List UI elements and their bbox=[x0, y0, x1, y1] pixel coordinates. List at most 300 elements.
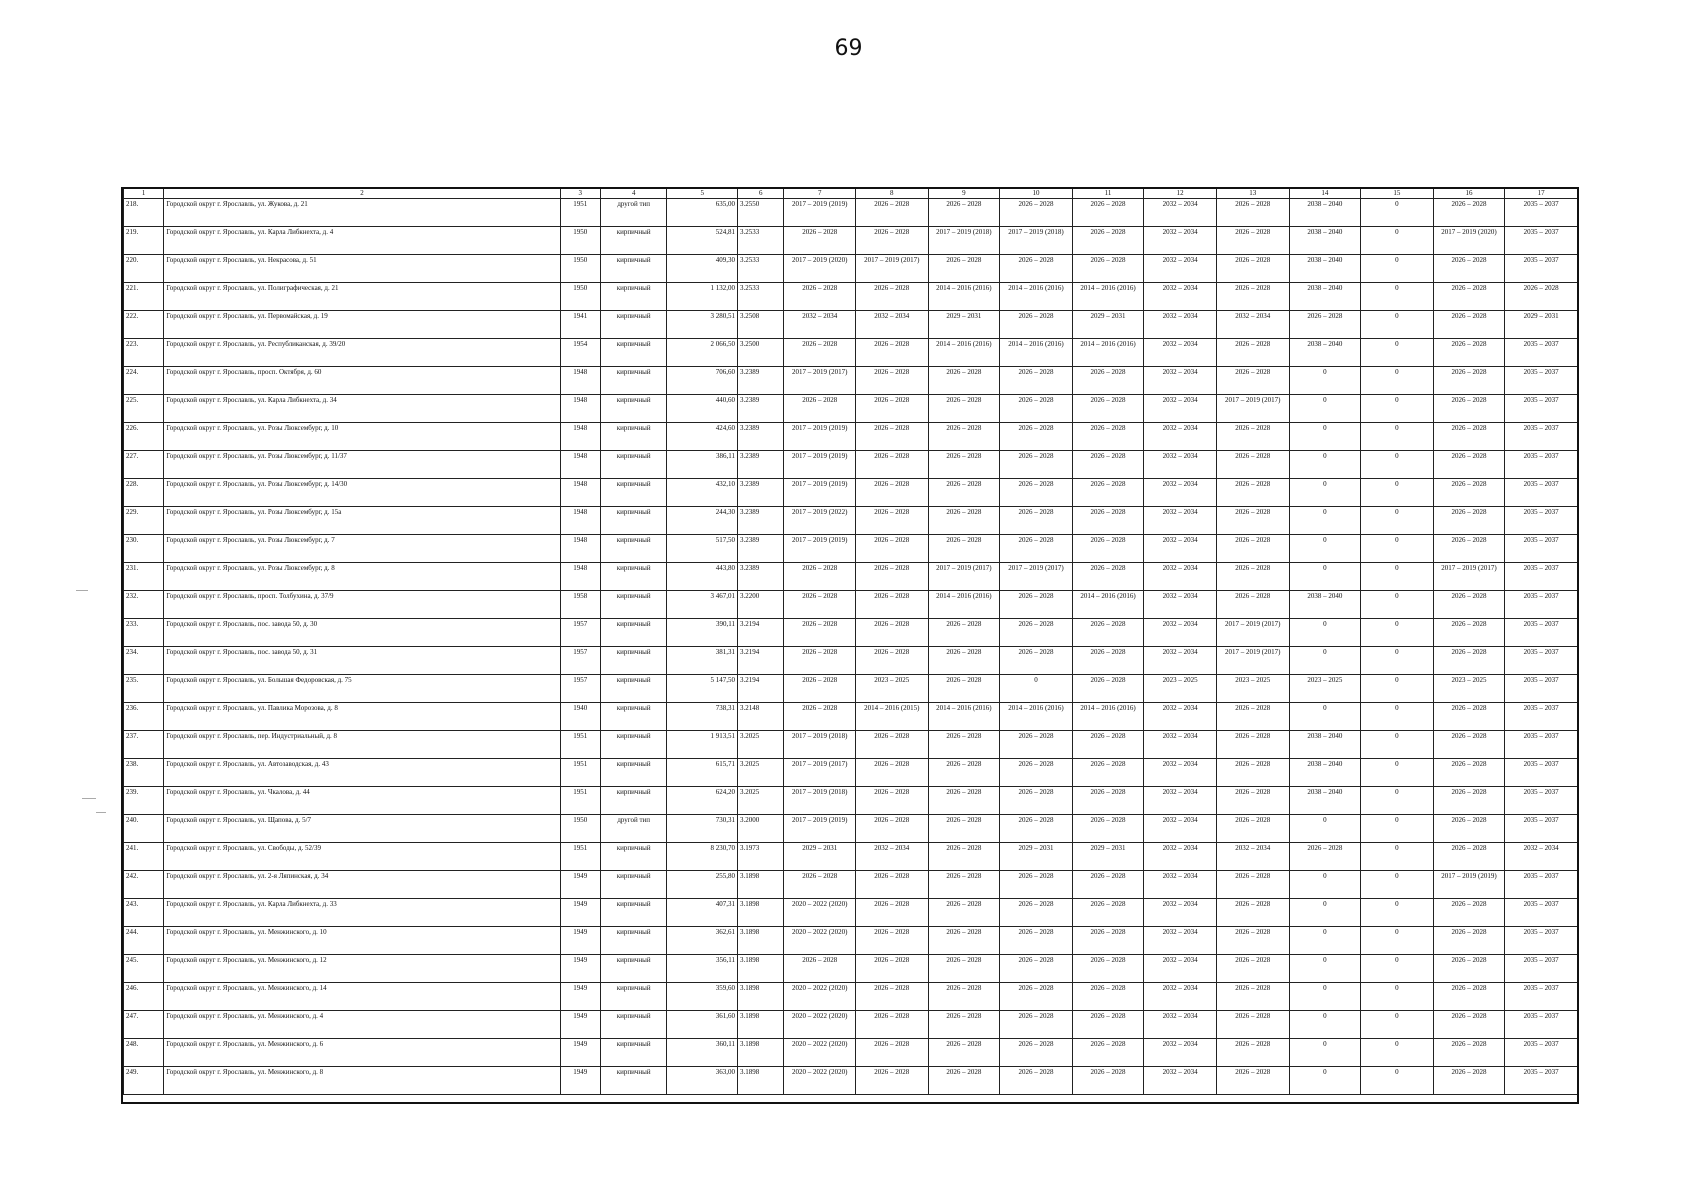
table-cell: 2032 – 2034 bbox=[856, 311, 929, 339]
table-cell: Городской округ г. Ярославль, ул. Первомайская, д. 19 bbox=[164, 311, 560, 339]
table-cell: 2026 – 2028 bbox=[1216, 535, 1289, 563]
table-cell: 2026 – 2028 bbox=[1000, 787, 1073, 815]
table-cell: 2029 – 2031 bbox=[1072, 311, 1144, 339]
table-cell: 0 bbox=[1361, 871, 1434, 899]
table-cell: 2026 – 2028 bbox=[1072, 1011, 1144, 1039]
table-cell: 2014 – 2016 (2016) bbox=[1072, 339, 1144, 367]
table-cell: 1950 bbox=[560, 815, 600, 843]
table-row bbox=[124, 255, 1578, 283]
table-cell: 440,60 bbox=[667, 395, 738, 423]
table-cell: 0 bbox=[1361, 199, 1434, 227]
table-cell: 1957 bbox=[560, 619, 600, 647]
table-cell: 2017 – 2019 (2017) bbox=[1000, 563, 1073, 591]
table-cell: 2026 – 2028 bbox=[1000, 395, 1073, 423]
table-cell: 2026 – 2028 bbox=[928, 395, 1000, 423]
table-cell: 2035 – 2037 bbox=[1505, 227, 1578, 255]
table-cell: 1948 bbox=[560, 423, 600, 451]
table-cell: 706,60 bbox=[667, 367, 738, 395]
table-cell: 2029 – 2031 bbox=[1072, 843, 1144, 871]
table-cell: 2026 – 2028 bbox=[784, 647, 856, 675]
table-cell: 2026 – 2028 bbox=[856, 899, 929, 927]
table-cell: 2026 – 2028 bbox=[1000, 759, 1073, 787]
table-cell: Городской округ г. Ярославль, ул. Розы Люксембург, д. 15а bbox=[164, 507, 560, 535]
table-cell: 2032 – 2034 bbox=[1144, 703, 1217, 731]
table-cell: 2017 – 2019 (2018) bbox=[784, 787, 856, 815]
table-cell: 2026 – 2028 bbox=[856, 759, 929, 787]
table-cell: 2026 – 2028 bbox=[1000, 507, 1073, 535]
table-cell: 2026 – 2028 bbox=[856, 507, 929, 535]
table-cell: 2035 – 2037 bbox=[1505, 535, 1578, 563]
table-cell: Городской округ г. Ярославль, пос. завода 50, д. 31 bbox=[164, 647, 560, 675]
table-cell: 2035 – 2037 bbox=[1505, 619, 1578, 647]
table-cell: 2014 – 2016 (2016) bbox=[928, 339, 1000, 367]
table-cell: 2026 – 2028 bbox=[1433, 759, 1505, 787]
table-cell: 2032 – 2034 bbox=[1144, 619, 1217, 647]
table-cell: 3.2194 bbox=[738, 647, 784, 675]
table-cell: 243. bbox=[124, 899, 164, 927]
table-cell: 2026 – 2028 bbox=[928, 843, 1000, 871]
table-cell: 2026 – 2028 bbox=[1289, 843, 1361, 871]
table-cell: 2026 – 2028 bbox=[1000, 647, 1073, 675]
table-cell: 2026 – 2028 bbox=[928, 647, 1000, 675]
table-row bbox=[124, 423, 1578, 451]
table-cell: 2026 – 2028 bbox=[1433, 311, 1505, 339]
table-cell: Городской округ г. Ярославль, ул. Менжинского, д. 10 bbox=[164, 927, 560, 955]
table-cell: 2017 – 2019 (2017) bbox=[1216, 619, 1289, 647]
table-cell: 2026 – 2028 bbox=[1072, 507, 1144, 535]
table-cell: Городской округ г. Ярославль, ул. Менжинского, д. 12 bbox=[164, 955, 560, 983]
table-cell: 730,31 bbox=[667, 815, 738, 843]
table-cell: 2026 – 2028 bbox=[784, 283, 856, 311]
table-cell: 0 bbox=[1289, 619, 1361, 647]
table-cell: 2017 – 2019 (2019) bbox=[784, 199, 856, 227]
housing-schedule-table bbox=[123, 188, 1578, 1095]
table-cell: кирпичный bbox=[600, 703, 667, 731]
table-cell: 0 bbox=[1361, 731, 1434, 759]
table-cell: 2032 – 2034 bbox=[1144, 283, 1217, 311]
table-cell: 2026 – 2028 bbox=[1216, 227, 1289, 255]
table-cell: 2026 – 2028 bbox=[1000, 955, 1073, 983]
table-cell: 5 147,50 bbox=[667, 675, 738, 703]
table-cell: Городской округ г. Ярославль, ул. Розы Люксембург, д. 7 bbox=[164, 535, 560, 563]
table-cell: 1954 bbox=[560, 339, 600, 367]
table-cell: 615,71 bbox=[667, 759, 738, 787]
table-cell: 0 bbox=[1289, 1011, 1361, 1039]
table-cell: 2026 – 2028 bbox=[1072, 199, 1144, 227]
table-cell: 3.2500 bbox=[738, 339, 784, 367]
table-cell: 255,80 bbox=[667, 871, 738, 899]
table-cell: 2017 – 2019 (2020) bbox=[1433, 227, 1505, 255]
table-cell: 2026 – 2028 bbox=[1216, 199, 1289, 227]
table-cell: 2017 – 2019 (2017) bbox=[1216, 647, 1289, 675]
table-cell: 2035 – 2037 bbox=[1505, 479, 1578, 507]
table-cell: 2020 – 2022 (2020) bbox=[784, 983, 856, 1011]
table-cell: 2026 – 2028 bbox=[856, 451, 929, 479]
table-cell: Городской округ г. Ярославль, ул. Розы Люксембург, д. 8 bbox=[164, 563, 560, 591]
table-cell: 1949 bbox=[560, 983, 600, 1011]
table-cell: 3.1898 bbox=[738, 983, 784, 1011]
table-cell: Городской округ г. Ярославль, ул. Карла Либкнехта, д. 34 bbox=[164, 395, 560, 423]
table-cell: 3.1898 bbox=[738, 927, 784, 955]
table-cell: 0 bbox=[1361, 899, 1434, 927]
table-cell: кирпичный bbox=[600, 619, 667, 647]
table-cell: 386,11 bbox=[667, 451, 738, 479]
table-cell: 2026 – 2028 bbox=[784, 227, 856, 255]
table-cell: 2026 – 2028 bbox=[928, 255, 1000, 283]
table-cell: 0 bbox=[1361, 339, 1434, 367]
table-cell: Городской округ г. Ярославль, ул. Щапова, д. 5/7 bbox=[164, 815, 560, 843]
table-cell: 2026 – 2028 bbox=[928, 731, 1000, 759]
table-cell: 2017 – 2019 (2019) bbox=[784, 479, 856, 507]
table-cell: 2026 – 2028 bbox=[856, 619, 929, 647]
table-cell: Городской округ г. Ярославль, ул. Розы Люксембург, д. 10 bbox=[164, 423, 560, 451]
table-cell: 1949 bbox=[560, 1039, 600, 1067]
table-cell: 3.2025 bbox=[738, 731, 784, 759]
table-cell: кирпичный bbox=[600, 227, 667, 255]
table-cell: 2032 – 2034 bbox=[1144, 983, 1217, 1011]
table-cell: 8 230,70 bbox=[667, 843, 738, 871]
table-cell: 2035 – 2037 bbox=[1505, 647, 1578, 675]
table-cell: 3.2533 bbox=[738, 227, 784, 255]
table-cell: 2026 – 2028 bbox=[1216, 479, 1289, 507]
table-cell: кирпичный bbox=[600, 759, 667, 787]
table-cell: 2038 – 2040 bbox=[1289, 227, 1361, 255]
table-cell: Городской округ г. Ярославль, пер. Индустриальный, д. 8 bbox=[164, 731, 560, 759]
table-cell: 2026 – 2028 bbox=[928, 871, 1000, 899]
table-cell: 2026 – 2028 bbox=[1216, 1039, 1289, 1067]
table-cell: 2032 – 2034 bbox=[1216, 843, 1289, 871]
table-cell: Городской округ г. Ярославль, пос. завода 50, д. 30 bbox=[164, 619, 560, 647]
table-cell: 2017 – 2019 (2019) bbox=[784, 451, 856, 479]
table-cell: Городской округ г. Ярославль, ул. Розы Люксембург, д. 11/37 bbox=[164, 451, 560, 479]
table-cell: 233. bbox=[124, 619, 164, 647]
table-row bbox=[124, 843, 1578, 871]
table-cell: Городской округ г. Ярославль, ул. Республиканская, д. 39/20 bbox=[164, 339, 560, 367]
table-cell: 0 bbox=[1361, 787, 1434, 815]
table-cell: 2038 – 2040 bbox=[1289, 591, 1361, 619]
table-cell: 2017 – 2019 (2019) bbox=[784, 815, 856, 843]
table-cell: кирпичный bbox=[600, 255, 667, 283]
table-row bbox=[124, 507, 1578, 535]
table-cell: 2020 – 2022 (2020) bbox=[784, 1011, 856, 1039]
table-cell: 2026 – 2028 bbox=[1072, 619, 1144, 647]
table-cell: 2017 – 2019 (2022) bbox=[784, 507, 856, 535]
table-cell: 2032 – 2034 bbox=[1144, 255, 1217, 283]
table-cell: 2035 – 2037 bbox=[1505, 1011, 1578, 1039]
table-cell: 2035 – 2037 bbox=[1505, 899, 1578, 927]
table-cell: 2017 – 2019 (2017) bbox=[856, 255, 929, 283]
table-cell: 234. bbox=[124, 647, 164, 675]
table-cell: 3.2200 bbox=[738, 591, 784, 619]
table-cell: 2029 – 2031 bbox=[928, 311, 1000, 339]
table-cell: 2032 – 2034 bbox=[1144, 955, 1217, 983]
table-cell: 0 bbox=[1361, 479, 1434, 507]
table-cell: 2017 – 2019 (2019) bbox=[784, 423, 856, 451]
table-cell: 2026 – 2028 bbox=[1433, 339, 1505, 367]
table-cell: кирпичный bbox=[600, 1039, 667, 1067]
table-cell: 1949 bbox=[560, 927, 600, 955]
table-cell: 2035 – 2037 bbox=[1505, 787, 1578, 815]
table-cell: 2026 – 2028 bbox=[784, 339, 856, 367]
table-cell: 244. bbox=[124, 927, 164, 955]
table-cell: 0 bbox=[1289, 479, 1361, 507]
table-cell: 2035 – 2037 bbox=[1505, 395, 1578, 423]
table-cell: кирпичный bbox=[600, 871, 667, 899]
table-cell: 226. bbox=[124, 423, 164, 451]
table-cell: 361,60 bbox=[667, 1011, 738, 1039]
table-cell: 424,60 bbox=[667, 423, 738, 451]
table-cell: 2026 – 2028 bbox=[1505, 283, 1578, 311]
table-row bbox=[124, 647, 1578, 675]
table-cell: 2032 – 2034 bbox=[1144, 423, 1217, 451]
table-cell: 2032 – 2034 bbox=[1144, 1011, 1217, 1039]
table-cell: 2032 – 2034 bbox=[1144, 591, 1217, 619]
table-cell: 2026 – 2028 bbox=[1072, 423, 1144, 451]
table-cell: 2017 – 2019 (2018) bbox=[1000, 227, 1073, 255]
table-cell: 2026 – 2028 bbox=[1433, 423, 1505, 451]
table-cell: 2029 – 2031 bbox=[1000, 843, 1073, 871]
table-cell: 0 bbox=[1361, 1011, 1434, 1039]
table-cell: 2035 – 2037 bbox=[1505, 199, 1578, 227]
table-cell: 2026 – 2028 bbox=[1433, 927, 1505, 955]
table-cell: 221. bbox=[124, 283, 164, 311]
table-cell: 2032 – 2034 bbox=[1144, 479, 1217, 507]
table-cell: 2026 – 2028 bbox=[1216, 283, 1289, 311]
table-cell: 2026 – 2028 bbox=[1433, 255, 1505, 283]
table-cell: 2026 – 2028 bbox=[928, 675, 1000, 703]
table-cell: 2026 – 2028 bbox=[928, 451, 1000, 479]
table-cell: 2029 – 2031 bbox=[784, 843, 856, 871]
table-cell: 0 bbox=[1361, 563, 1434, 591]
column-number-header-row bbox=[124, 189, 1578, 199]
table-cell: 2026 – 2028 bbox=[1433, 451, 1505, 479]
column-header: 2 bbox=[164, 189, 560, 199]
table-cell: 2026 – 2028 bbox=[856, 927, 929, 955]
table-cell: 2026 – 2028 bbox=[784, 395, 856, 423]
table-cell: 2026 – 2028 bbox=[1072, 227, 1144, 255]
table-cell: 2026 – 2028 bbox=[1216, 983, 1289, 1011]
table-cell: 0 bbox=[1361, 843, 1434, 871]
scan-mark bbox=[76, 590, 88, 591]
table-cell: 2026 – 2028 bbox=[1072, 535, 1144, 563]
table-cell: 2038 – 2040 bbox=[1289, 255, 1361, 283]
table-cell: 2035 – 2037 bbox=[1505, 759, 1578, 787]
table-cell: 2026 – 2028 bbox=[856, 423, 929, 451]
table-cell: 2032 – 2034 bbox=[1144, 1039, 1217, 1067]
table-cell: 3.1898 bbox=[738, 871, 784, 899]
table-cell: кирпичный bbox=[600, 591, 667, 619]
table-cell: Городской округ г. Ярославль, ул. Жукова, д. 21 bbox=[164, 199, 560, 227]
table-cell: 2017 – 2019 (2019) bbox=[1433, 871, 1505, 899]
table-cell: 2026 – 2028 bbox=[1000, 311, 1073, 339]
table-cell: 2032 – 2034 bbox=[1144, 227, 1217, 255]
table-cell: 2032 – 2034 bbox=[856, 843, 929, 871]
table-cell: 2026 – 2028 bbox=[928, 619, 1000, 647]
table-row bbox=[124, 535, 1578, 563]
table-cell: 2020 – 2022 (2020) bbox=[784, 1067, 856, 1095]
table-cell: 0 bbox=[1289, 983, 1361, 1011]
table-cell: 2026 – 2028 bbox=[1216, 787, 1289, 815]
table-cell: кирпичный bbox=[600, 927, 667, 955]
table-cell: 2014 – 2016 (2016) bbox=[928, 591, 1000, 619]
table-cell: 2029 – 2031 bbox=[1505, 311, 1578, 339]
table-cell: 219. bbox=[124, 227, 164, 255]
table-cell: кирпичный bbox=[600, 395, 667, 423]
table-cell: 2026 – 2028 bbox=[784, 619, 856, 647]
table-cell: 1949 bbox=[560, 1011, 600, 1039]
table-cell: 2026 – 2028 bbox=[1433, 535, 1505, 563]
table-cell: 3.2194 bbox=[738, 619, 784, 647]
table-cell: 1949 bbox=[560, 871, 600, 899]
table-cell: 0 bbox=[1361, 675, 1434, 703]
table-cell: 1958 bbox=[560, 591, 600, 619]
column-header: 7 bbox=[784, 189, 856, 199]
table-row bbox=[124, 815, 1578, 843]
table-cell: 2014 – 2016 (2016) bbox=[1000, 703, 1073, 731]
table-cell: 390,11 bbox=[667, 619, 738, 647]
table-cell: 2 066,50 bbox=[667, 339, 738, 367]
table-cell: 236. bbox=[124, 703, 164, 731]
table-cell: 2026 – 2028 bbox=[1072, 367, 1144, 395]
table-cell: 2026 – 2028 bbox=[1072, 395, 1144, 423]
table-cell: 1948 bbox=[560, 367, 600, 395]
table-cell: 1948 bbox=[560, 479, 600, 507]
table-cell: 2026 – 2028 bbox=[1072, 871, 1144, 899]
table-cell: 0 bbox=[1361, 395, 1434, 423]
table-cell: 2026 – 2028 bbox=[1072, 479, 1144, 507]
table-cell: 2026 – 2028 bbox=[1072, 955, 1144, 983]
table-cell: 0 bbox=[1289, 563, 1361, 591]
table-cell: 360,11 bbox=[667, 1039, 738, 1067]
table-cell: 2014 – 2016 (2016) bbox=[928, 283, 1000, 311]
table-cell: 2032 – 2034 bbox=[1144, 871, 1217, 899]
table-cell: Городской округ г. Ярославль, просп. Октября, д. 60 bbox=[164, 367, 560, 395]
table-cell: 2026 – 2028 bbox=[1216, 899, 1289, 927]
table-cell: 2026 – 2028 bbox=[1072, 451, 1144, 479]
table-cell: 0 bbox=[1289, 815, 1361, 843]
table-cell: 2026 – 2028 bbox=[1000, 983, 1073, 1011]
table-cell: 0 bbox=[1361, 311, 1434, 339]
table-cell: 2026 – 2028 bbox=[1000, 619, 1073, 647]
table-cell: 0 bbox=[1289, 507, 1361, 535]
table-cell: 2017 – 2019 (2017) bbox=[784, 367, 856, 395]
table-body bbox=[124, 199, 1578, 1095]
table-cell: 0 bbox=[1289, 647, 1361, 675]
table-cell: 2035 – 2037 bbox=[1505, 983, 1578, 1011]
table-cell: 2026 – 2028 bbox=[1289, 311, 1361, 339]
table-cell: 2035 – 2037 bbox=[1505, 1039, 1578, 1067]
column-header: 12 bbox=[1144, 189, 1217, 199]
table-cell: 244,30 bbox=[667, 507, 738, 535]
table-cell: 2026 – 2028 bbox=[1000, 927, 1073, 955]
table-cell: Городской округ г. Ярославль, ул. Полиграфическая, д. 21 bbox=[164, 283, 560, 311]
table-cell: 0 bbox=[1361, 227, 1434, 255]
table-cell: 2026 – 2028 bbox=[928, 1011, 1000, 1039]
table-cell: 0 bbox=[1289, 395, 1361, 423]
table-cell: 0 bbox=[1361, 703, 1434, 731]
table-cell: 2032 – 2034 bbox=[1144, 311, 1217, 339]
table-cell: 0 bbox=[1361, 591, 1434, 619]
table-cell: 2026 – 2028 bbox=[1072, 983, 1144, 1011]
table-cell: 3.2389 bbox=[738, 367, 784, 395]
table-cell: кирпичный bbox=[600, 367, 667, 395]
table-cell: 2014 – 2016 (2016) bbox=[1072, 591, 1144, 619]
table-cell: Городской округ г. Ярославль, ул. Павлика Морозова, д. 8 bbox=[164, 703, 560, 731]
table-cell: 2014 – 2016 (2016) bbox=[1000, 339, 1073, 367]
table-cell: 2026 – 2028 bbox=[856, 479, 929, 507]
table-cell: 2026 – 2028 bbox=[1000, 871, 1073, 899]
table-cell: 2023 – 2025 bbox=[856, 675, 929, 703]
table-cell: Городской округ г. Ярославль, ул. Карла Либкнехта, д. 33 bbox=[164, 899, 560, 927]
table-cell: 2035 – 2037 bbox=[1505, 815, 1578, 843]
scan-mark bbox=[96, 812, 106, 813]
table-cell: 1951 bbox=[560, 731, 600, 759]
table-cell: 0 bbox=[1361, 255, 1434, 283]
table-cell: 3 280,51 bbox=[667, 311, 738, 339]
table-cell: 2026 – 2028 bbox=[1433, 815, 1505, 843]
table-cell: Городской округ г. Ярославль, ул. Большая Федоровская, д. 75 bbox=[164, 675, 560, 703]
table-cell: 1948 bbox=[560, 535, 600, 563]
table-cell: 2026 – 2028 bbox=[1216, 871, 1289, 899]
table-cell: 0 bbox=[1289, 703, 1361, 731]
table-cell: 2038 – 2040 bbox=[1289, 787, 1361, 815]
table-cell: 0 bbox=[1361, 1039, 1434, 1067]
table-cell: 1940 bbox=[560, 703, 600, 731]
table-cell: 2026 – 2028 bbox=[928, 479, 1000, 507]
table-cell: 2023 – 2025 bbox=[1433, 675, 1505, 703]
column-header: 11 bbox=[1072, 189, 1144, 199]
table-row bbox=[124, 563, 1578, 591]
column-header: 3 bbox=[560, 189, 600, 199]
table-cell: 246. bbox=[124, 983, 164, 1011]
table-cell: кирпичный bbox=[600, 507, 667, 535]
table-cell: 2026 – 2028 bbox=[1000, 731, 1073, 759]
table-row bbox=[124, 199, 1578, 227]
table-cell: 2020 – 2022 (2020) bbox=[784, 927, 856, 955]
table-cell: 2035 – 2037 bbox=[1505, 507, 1578, 535]
table-cell: 2035 – 2037 bbox=[1505, 339, 1578, 367]
table-cell: 2026 – 2028 bbox=[856, 535, 929, 563]
table-cell: кирпичный bbox=[600, 843, 667, 871]
table-cell: 2032 – 2034 bbox=[1144, 395, 1217, 423]
table-cell: 2026 – 2028 bbox=[928, 787, 1000, 815]
table-row bbox=[124, 675, 1578, 703]
table-cell: 2014 – 2016 (2016) bbox=[928, 703, 1000, 731]
table-cell: 2026 – 2028 bbox=[928, 507, 1000, 535]
table-cell: 3.1898 bbox=[738, 1039, 784, 1067]
table-cell: 1950 bbox=[560, 283, 600, 311]
table-cell: 1948 bbox=[560, 451, 600, 479]
table-cell: 624,20 bbox=[667, 787, 738, 815]
table-cell: кирпичный bbox=[600, 535, 667, 563]
table-cell: 3.2389 bbox=[738, 395, 784, 423]
table-row bbox=[124, 703, 1578, 731]
table-cell: 2026 – 2028 bbox=[856, 955, 929, 983]
table-cell: 2032 – 2034 bbox=[1144, 507, 1217, 535]
table-cell: 2026 – 2028 bbox=[1216, 563, 1289, 591]
table-cell: 2014 – 2016 (2015) bbox=[856, 703, 929, 731]
table-cell: 3.2533 bbox=[738, 283, 784, 311]
table-cell: 3.2389 bbox=[738, 423, 784, 451]
table-cell: 1957 bbox=[560, 647, 600, 675]
scan-mark bbox=[82, 798, 96, 799]
table-cell: 2038 – 2040 bbox=[1289, 283, 1361, 311]
table-cell: 2038 – 2040 bbox=[1289, 759, 1361, 787]
table-cell: 2026 – 2028 bbox=[856, 815, 929, 843]
table-cell: 2026 – 2028 bbox=[928, 199, 1000, 227]
table-cell: 2035 – 2037 bbox=[1505, 871, 1578, 899]
table-cell: 1951 bbox=[560, 759, 600, 787]
